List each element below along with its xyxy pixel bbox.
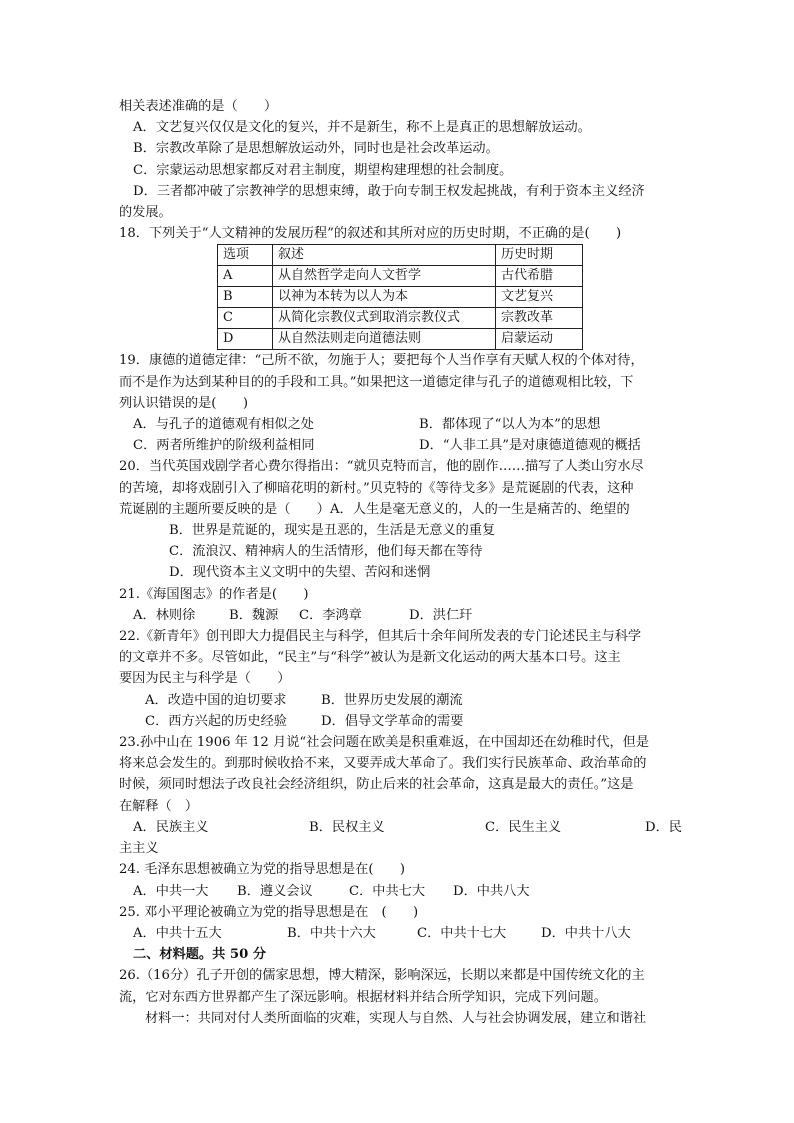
option-a: A．民族主义 [133, 819, 209, 835]
question-25 [119, 902, 689, 944]
question-17 [119, 96, 689, 223]
question-stem: 18．下列关于“人文精神的发展历程”的叙述和其所对应的历史时期，不正确的是( ) [119, 226, 622, 242]
option-a: A．与孔子的道德观有相似之处 [133, 417, 314, 433]
question-stem-option-a: 荒诞剧的主题所要反映的是（ ）A．人生是毫无意义的，人的一生是痛苦的、绝望的 [119, 501, 630, 517]
table-cell: 启蒙运动 [496, 329, 583, 350]
table-row [218, 329, 583, 350]
option-d: D．三者都冲破了宗教神学的思想束缚，敢于向专制王权发起挑战，有利于资本主义经济 [133, 183, 645, 199]
question-26 [119, 965, 689, 1029]
option-b: B．宗教改革除了是思想解放运动外，同时也是社会改革运动。 [133, 141, 499, 157]
question-stem: 列认识错误的是( ) [119, 395, 248, 411]
exam-page [119, 96, 689, 1029]
option-c: C．民生主义 [485, 819, 562, 835]
table-header-cell: 叙述 [273, 245, 496, 266]
option-a: A．林则徐 [133, 607, 196, 623]
table-header-row [218, 245, 583, 266]
question-stem: 22.《新青年》创刊即大力提倡民主与科学，但其后十余年间所发表的专门论述民主与科学 [119, 629, 642, 645]
options-row [119, 435, 689, 456]
option-a: A．文艺复兴仅仅是文化的复兴，并不是新生，称不上是真正的思想解放运动。 [133, 120, 591, 136]
question-19 [119, 350, 689, 456]
option-a: A．中共一大 [133, 883, 209, 899]
table-cell: 文艺复兴 [496, 287, 583, 308]
section-title: 二、材料题。共 50 分 [133, 947, 267, 963]
question-21 [119, 584, 689, 626]
question-stem: 26.（16分）孔子开创的儒家思想，博大精深，影响深远，长期以来都是中国传统文化的主 [119, 968, 645, 984]
option-d: D．中共十八大 [541, 925, 631, 941]
question-stem: 25. 邓小平理论被确立为党的指导思想是在 ( ) [119, 904, 419, 920]
option-d: D．现代资本主义文明中的失望、苦闷和迷惘 [169, 565, 431, 581]
question-stem: 21.《海国图志》的作者是( ) [119, 586, 309, 602]
option-d-continued: 的发展。 [119, 205, 172, 221]
question-18 [119, 223, 689, 350]
table-cell: 以神为本转为以人为本 [273, 287, 496, 308]
material-text: 材料一：共同对付人类所面临的灾难，实现人与自然、人与社会协调发展，建立和谐社 [145, 1010, 647, 1026]
option-b: B．世界历史发展的潮流 [321, 692, 463, 708]
question-stem: 的苦境，却将戏剧引入了柳暗花明的新村。”贝克特的《等待戈多》是荒诞剧的代表，这种 [119, 480, 634, 496]
option-c: C．中共十七大 [417, 925, 507, 941]
options-table [217, 244, 583, 350]
option-b: B．魏源 [229, 607, 279, 623]
option-c: C．李鸿章 [299, 607, 362, 623]
question-stem: 而不是作为达到某种目的的手段和工具。”如果把这一道德定律与孔子的道德观相比较，下 [119, 374, 634, 390]
option-d-continued: 主主义 [119, 841, 159, 857]
question-stem: 23.孙中山在 1906 年 12 月说“社会问题在欧美是积重难返，在中国却还在幼稚时代，但是 [119, 735, 650, 751]
options-row [119, 711, 689, 732]
options-row [119, 817, 689, 838]
question-stem: 20．当代英国戏剧学者心费尔得指出：“就贝克特而言，他的剧作……描写了人类山穷水尽 [119, 459, 644, 475]
options-row [119, 923, 689, 944]
option-d: D．中共八大 [453, 883, 530, 899]
question-22 [119, 626, 689, 732]
table-header-cell: 选项 [218, 245, 273, 266]
option-d: D．民 [645, 819, 682, 835]
option-c: C．两者所维护的阶级利益相同 [133, 438, 315, 454]
question-stem: 19．康德的道德定律：“己所不欲，勿施于人；要把每个人当作享有天赋人权的个体对待， [119, 353, 644, 369]
table-cell: C [218, 308, 273, 329]
option-c: C．流浪汉、精神病人的生活情形，他们每天都在等待 [169, 544, 483, 560]
options-row [119, 881, 689, 902]
options-row [119, 605, 689, 626]
table-cell: 从简化宗教仪式到取消宗教仪式 [273, 308, 496, 329]
table-header-cell: 历史时期 [496, 245, 583, 266]
option-b: B．都体现了“以人为本”的思想 [419, 417, 601, 433]
question-stem: 相关表述准确的是（ ） [119, 99, 278, 114]
option-a: A．中共十五大 [133, 925, 222, 941]
table-row [218, 287, 583, 308]
option-b: B．世界是荒诞的，现实是丑恶的，生活是无意义的重复 [169, 523, 496, 539]
options-row [119, 690, 689, 711]
question-stem: 时候，须同时想法子改良社会经济组织，防止后来的社会革命，这真是最大的责任。”这是 [119, 777, 634, 793]
option-d: D．洪仁玕 [409, 607, 473, 623]
table-cell: B [218, 287, 273, 308]
option-c: C．西方兴起的历史经验 [145, 713, 287, 729]
option-c: C．中共七大 [349, 883, 426, 899]
question-stem: 流，它对东西方世界都产生了深远影响。根据材料并结合所学知识，完成下列问题。 [119, 989, 607, 1005]
table-cell: 宗教改革 [496, 308, 583, 329]
table-cell: 从自然法则走向道德法则 [273, 329, 496, 350]
options-row [119, 414, 689, 435]
option-b: B．遵义会议 [237, 883, 313, 899]
table-cell: 古代希腊 [496, 266, 583, 287]
table-cell: D [218, 329, 273, 350]
question-20 [119, 456, 689, 583]
option-c: C．宗蒙运动思想家都反对君主制度，期望构建理想的社会制度。 [133, 162, 513, 178]
question-stem: 将来总会发生的。到那时候收拾不来，又要弄成大革命了。我们实行民族革命、政治革命的 [119, 756, 647, 772]
question-stem: 要因为民主与科学是（ ） [119, 671, 291, 687]
question-24 [119, 859, 689, 901]
option-d: D．倡导文学革命的需要 [321, 713, 464, 729]
option-b: B．民权主义 [309, 819, 385, 835]
option-b: B．中共十六大 [287, 925, 376, 941]
option-a: A．改造中国的迫切要求 [145, 692, 287, 708]
table-row [218, 308, 583, 329]
question-23 [119, 732, 689, 859]
table-row [218, 266, 583, 287]
question-stem: 在解释（ ） [119, 798, 199, 814]
option-d: D．“人非工具”是对康德道德观的概括 [419, 438, 641, 454]
table-cell: A [218, 266, 273, 287]
table-cell: 从自然哲学走向人文哲学 [273, 266, 496, 287]
question-stem: 24. 毛泽东思想被确立为党的指导思想是在( ) [119, 862, 406, 878]
question-stem: 的文章并不多。尽管如此，“民主”与“科学”被认为是新文化运动的两大基本口号。这主 [119, 650, 621, 666]
